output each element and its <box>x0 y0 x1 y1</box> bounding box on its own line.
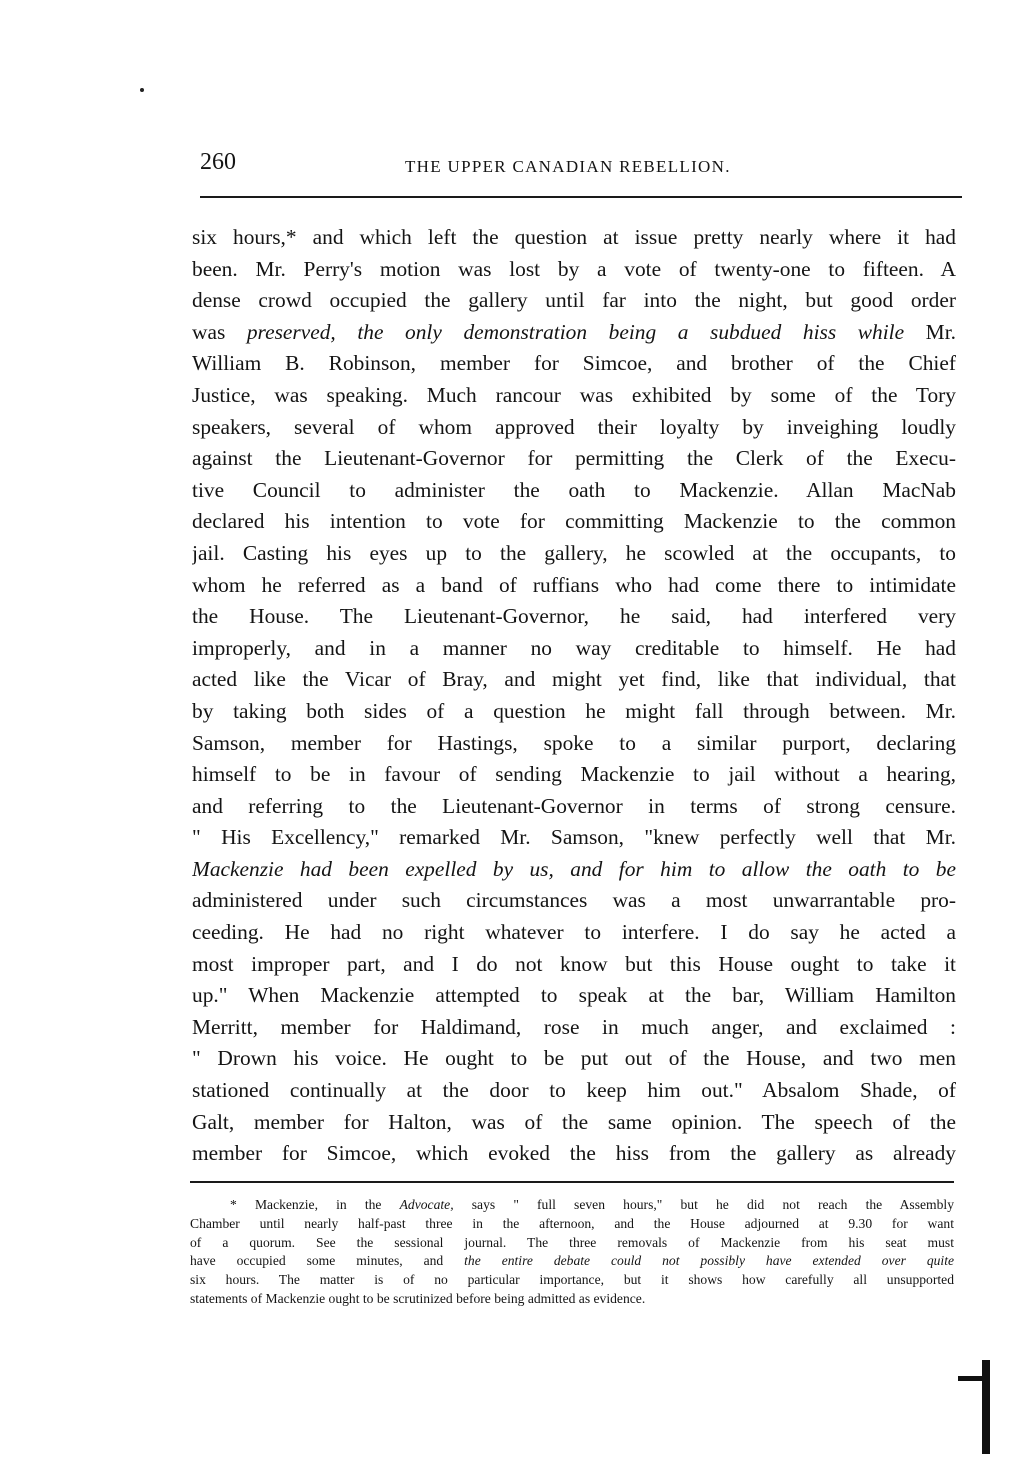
footnote-line: six hours. The matter is of no particular importance, but it shows how carefully all unsupported <box>190 1272 954 1288</box>
text-line: " His Excellency," remarked Mr. Samson, "knew perfectly well that Mr. <box>192 825 956 850</box>
text-line: tive Council to administer the oath to Mackenzie. Allan MacNab <box>192 477 956 502</box>
footnote-line: of a quorum. See the sessional journal. The three removals of Mackenzie from his seat must <box>190 1234 954 1250</box>
text-line: speakers, several of whom approved their loyalty by inveighing loudly <box>192 414 956 439</box>
text-line: most improper part, and I do not know but this House ought to take it <box>192 951 956 976</box>
text-line: whom he referred as a band of ruffians who had come there to intimidate <box>192 572 956 597</box>
italic-segment: preserved, the only demonstration being a subdued hiss while <box>246 319 905 344</box>
text-line: dense crowd occupied the gallery until far into the night, but good order <box>192 288 956 313</box>
text-line: against the Lieutenant-Governor for permitting the Clerk of the Execu- <box>192 446 956 471</box>
italic-segment: Advocate, <box>399 1197 454 1212</box>
text-line <box>192 317 956 349</box>
text-line: member for Simcoe, which evoked the hiss from the gallery as already <box>192 1141 956 1166</box>
text-line: and referring to the Lieutenant-Governor in terms of strong censure. <box>192 793 956 818</box>
running-title: THE UPPER CANADIAN REBELLION. <box>405 157 731 176</box>
text-line: Samson, member for Hastings, spoke to a similar purport, declaring <box>192 730 956 755</box>
footnote-line: Chamber until nearly half-past three in the afternoon, and the House adjourned at 9.30 for want <box>190 1215 954 1231</box>
text-line: Justice, was speaking. Much rancour was exhibited by some of the Tory <box>192 382 956 407</box>
footnote-segment: * Mackenzie, in the <box>230 1197 400 1212</box>
text-line: up." When Mackenzie attempted to speak at the bar, William Hamilton <box>192 983 956 1008</box>
text-line: Merritt, member for Haldimand, rose in much anger, and exclaimed : <box>192 1014 956 1039</box>
text-line: six hours,* and which left the question at issue pretty nearly where it had <box>192 225 956 249</box>
page-number: 260 <box>200 149 236 175</box>
running-head <box>200 148 962 182</box>
footnote-rule <box>190 1181 954 1183</box>
text-line: acted like the Vicar of Bray, and might yet find, like that individual, that <box>192 667 956 692</box>
corner-mark-stem <box>982 1360 990 1454</box>
text-line: the House. The Lieutenant-Governor, he said, had interfered very <box>192 604 956 629</box>
footnote-segment: have occupied some minutes, and <box>190 1253 465 1269</box>
text-line: stationed continually at the door to keep him out." Absalom Shade, of <box>192 1078 956 1103</box>
text-line: William B. Robinson, member for Simcoe, and brother of the Chief <box>192 351 956 376</box>
text-line: ceeding. He had no right whatever to interfere. I do say he acted a <box>192 920 956 945</box>
body-text <box>192 222 956 1170</box>
text-line: by taking both sides of a question he might fall through between. Mr. <box>192 698 956 723</box>
text-line: himself to be in favour of sending Mackenzie to jail without a hearing, <box>192 762 956 787</box>
footnote-segment: says " full seven hours," but he did not reach the Assembly <box>453 1197 954 1212</box>
footnote-line <box>190 1252 954 1271</box>
italic-text-line: Mackenzie had been expelled by us, and for him to allow the oath to be <box>192 856 956 881</box>
scan-corner-mark <box>956 1354 1000 1454</box>
italic-segment: the entire debate could not possibly have extended over quite <box>464 1253 954 1269</box>
text-segment: was <box>192 319 247 344</box>
footnote-line: statements of Mackenzie ought to be scrutinized before being admitted as evidence. <box>190 1290 646 1306</box>
text-line: " Drown his voice. He ought to be put out of the House, and two men <box>192 1046 956 1071</box>
text-line: Galt, member for Halton, was of the same opinion. The speech of the <box>192 1109 956 1134</box>
text-line: jail. Casting his eyes up to the gallery, he scowled at the occupants, to <box>192 540 956 565</box>
text-line: declared his intention to vote for committing Mackenzie to the common <box>192 509 956 534</box>
text-line: administered under such circumstances was a most unwarrantable pro- <box>192 888 956 913</box>
text-segment: Mr. <box>904 319 956 344</box>
text-line: been. Mr. Perry's motion was lost by a vote of twenty-one to fifteen. A <box>192 256 956 281</box>
header-rule <box>200 196 962 198</box>
text-line: improperly, and in a manner no way creditable to himself. He had <box>192 635 956 660</box>
footnote <box>190 1196 954 1309</box>
stray-mark <box>140 88 144 92</box>
footnote-line <box>190 1196 954 1215</box>
